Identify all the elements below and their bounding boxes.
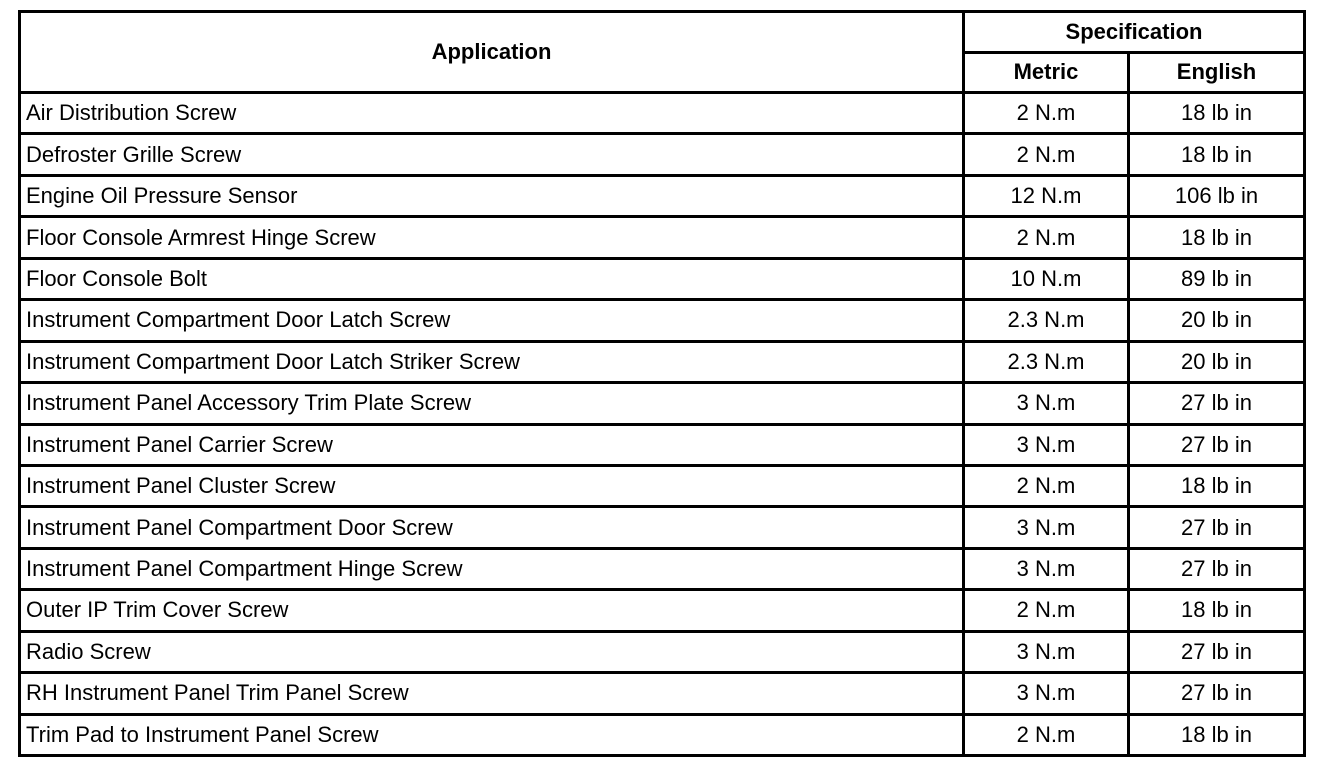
english-torque-cell: 27 lb in — [1129, 631, 1305, 672]
application-cell: Floor Console Bolt — [20, 258, 964, 299]
application-cell: Floor Console Armrest Hinge Screw — [20, 217, 964, 258]
english-torque-cell: 89 lb in — [1129, 258, 1305, 299]
metric-torque-cell: 2 N.m — [964, 714, 1129, 755]
english-torque-cell: 18 lb in — [1129, 465, 1305, 506]
table-row — [20, 507, 1305, 548]
application-cell: Trim Pad to Instrument Panel Screw — [20, 714, 964, 755]
header-row-top — [20, 12, 1305, 53]
english-torque-cell: 20 lb in — [1129, 300, 1305, 341]
metric-torque-cell: 3 N.m — [964, 424, 1129, 465]
application-cell: Instrument Panel Cluster Screw — [20, 465, 964, 506]
table-row — [20, 631, 1305, 672]
table-row — [20, 134, 1305, 175]
application-cell: Engine Oil Pressure Sensor — [20, 175, 964, 216]
english-torque-cell: 18 lb in — [1129, 134, 1305, 175]
table-body — [20, 93, 1305, 756]
table-row — [20, 465, 1305, 506]
metric-torque-cell: 2.3 N.m — [964, 300, 1129, 341]
table-row — [20, 341, 1305, 382]
english-torque-cell: 27 lb in — [1129, 507, 1305, 548]
english-torque-cell: 27 lb in — [1129, 383, 1305, 424]
table-row — [20, 258, 1305, 299]
english-torque-cell: 18 lb in — [1129, 590, 1305, 631]
metric-torque-cell: 2.3 N.m — [964, 341, 1129, 382]
metric-torque-cell: 2 N.m — [964, 217, 1129, 258]
metric-torque-cell: 2 N.m — [964, 465, 1129, 506]
english-torque-cell: 106 lb in — [1129, 175, 1305, 216]
metric-column-header: Metric — [964, 52, 1129, 93]
table-row — [20, 590, 1305, 631]
application-cell: Air Distribution Screw — [20, 93, 964, 134]
table-header — [20, 12, 1305, 93]
metric-torque-cell: 2 N.m — [964, 590, 1129, 631]
table-row — [20, 673, 1305, 714]
application-cell: Radio Screw — [20, 631, 964, 672]
english-torque-cell: 27 lb in — [1129, 548, 1305, 589]
english-torque-cell: 18 lb in — [1129, 93, 1305, 134]
application-cell: Instrument Compartment Door Latch Screw — [20, 300, 964, 341]
application-cell: Instrument Panel Compartment Door Screw — [20, 507, 964, 548]
application-cell: Outer IP Trim Cover Screw — [20, 590, 964, 631]
application-cell: Instrument Panel Carrier Screw — [20, 424, 964, 465]
fastener-torque-table — [18, 10, 1306, 757]
application-cell: Instrument Compartment Door Latch Striker Screw — [20, 341, 964, 382]
english-torque-cell: 27 lb in — [1129, 673, 1305, 714]
application-cell: Defroster Grille Screw — [20, 134, 964, 175]
metric-torque-cell: 2 N.m — [964, 134, 1129, 175]
table-row — [20, 548, 1305, 589]
english-torque-cell: 18 lb in — [1129, 714, 1305, 755]
application-cell: Instrument Panel Compartment Hinge Screw — [20, 548, 964, 589]
table-row — [20, 217, 1305, 258]
metric-torque-cell: 3 N.m — [964, 507, 1129, 548]
metric-torque-cell: 10 N.m — [964, 258, 1129, 299]
metric-torque-cell: 3 N.m — [964, 548, 1129, 589]
table-row — [20, 714, 1305, 755]
application-cell: RH Instrument Panel Trim Panel Screw — [20, 673, 964, 714]
table-row — [20, 93, 1305, 134]
table-row — [20, 175, 1305, 216]
metric-torque-cell: 3 N.m — [964, 383, 1129, 424]
table-row — [20, 424, 1305, 465]
table-row — [20, 383, 1305, 424]
english-column-header: English — [1129, 52, 1305, 93]
table-row — [20, 300, 1305, 341]
specification-column-header: Specification — [964, 12, 1305, 53]
metric-torque-cell: 3 N.m — [964, 673, 1129, 714]
metric-torque-cell: 12 N.m — [964, 175, 1129, 216]
english-torque-cell: 27 lb in — [1129, 424, 1305, 465]
english-torque-cell: 18 lb in — [1129, 217, 1305, 258]
english-torque-cell: 20 lb in — [1129, 341, 1305, 382]
application-cell: Instrument Panel Accessory Trim Plate Screw — [20, 383, 964, 424]
metric-torque-cell: 3 N.m — [964, 631, 1129, 672]
application-column-header: Application — [20, 12, 964, 93]
metric-torque-cell: 2 N.m — [964, 93, 1129, 134]
